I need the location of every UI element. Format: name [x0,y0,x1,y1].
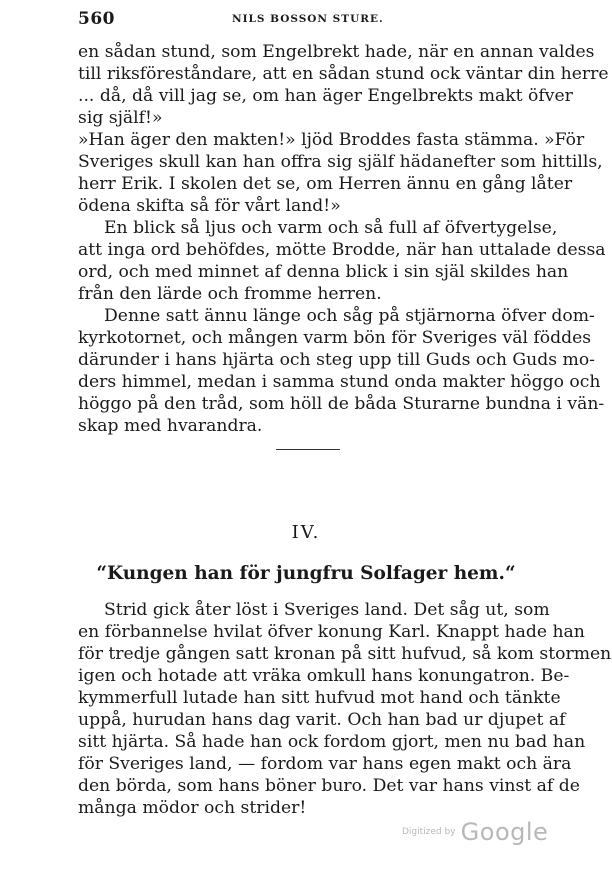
text-line: skap med hvarandra. [78,416,263,436]
text-line: en sådan stund, som Engelbrekt hade, när en annan valdes [78,42,595,62]
text-line: från den lärde och fromme herren. [78,284,382,304]
text-line: därunder i hans hjärta och steg upp till Guds och Guds mo- [78,350,595,370]
text-line: uppå, hurudan hans dag varit. Och han bad ur djupet af [78,710,566,730]
running-head: NILS BOSSON STURE. [232,13,384,25]
text-line: ord, och med minnet af denna blick i sin själ skildes han [78,262,569,282]
google-logo: Google [460,818,549,846]
text-line: höggo på den tråd, som höll de båda Sturarne bundna i vän- [78,394,605,414]
chapter-number: IV. [291,522,321,543]
text-line: sig själf!» [78,108,163,128]
text-line: Strid gick åter löst i Sveriges land. Det såg ut, som [104,600,550,620]
text-line: Sveriges skull kan han offra sig själf hädanefter som hittills, [78,152,603,172]
text-line: kyrkotornet, och mången varm bön för Sveriges väl föddes [78,328,592,348]
text-line: ... då, då vill jag se, om han äger Engelbrekts makt öfver [78,86,573,106]
text-line: herr Erik. I skolen det se, om Herren ännu en gång låter [78,174,573,194]
text-line: en förbannelse hvilat öfver konung Karl. Knappt hade han [78,622,585,642]
digitized-watermark [402,818,548,846]
text-line: kymmerfull lutade han sitt hufvud mot hand och tänkte [78,688,561,708]
watermark-prefix: Digitized by [402,827,456,837]
text-line: En blick så ljus och varm och så full af öfvertygelse, [104,218,558,238]
text-line: för tredje gången satt kronan på sitt hufvud, så kom stormen [78,644,612,664]
page-number: 560 [78,9,115,29]
text-line: många mödor och strider! [78,798,307,818]
text-line: »Han äger den makten!» ljöd Broddes fasta stämma. »För [78,130,585,150]
text-line: till riksföreståndare, att en sådan stund ock väntar din herre [78,64,609,84]
text-line: ders himmel, medan i samma stund onda makter höggo och [78,372,601,392]
text-line: sitt hjärta. Så hade han ock fordom gjort, men nu bad han [78,732,586,752]
text-line: Denne satt ännu länge och såg på stjärnorna öfver dom- [104,306,595,326]
section-divider [276,449,340,450]
text-line: den börda, som hans böner buro. Det var hans vinst af de [78,776,580,796]
text-line: att inga ord behöfdes, mötte Brodde, när han uttalade dessa [78,240,606,260]
chapter-title: “Kungen han för jungfru Solfager hem.“ [96,563,516,584]
text-line: igen och hotade att vräka omkull hans konungatron. Be- [78,666,570,686]
text-line: ödena skifta så för vårt land!» [78,196,341,216]
text-line: för Sveriges land, — fordom var hans egen makt och ära [78,754,572,774]
